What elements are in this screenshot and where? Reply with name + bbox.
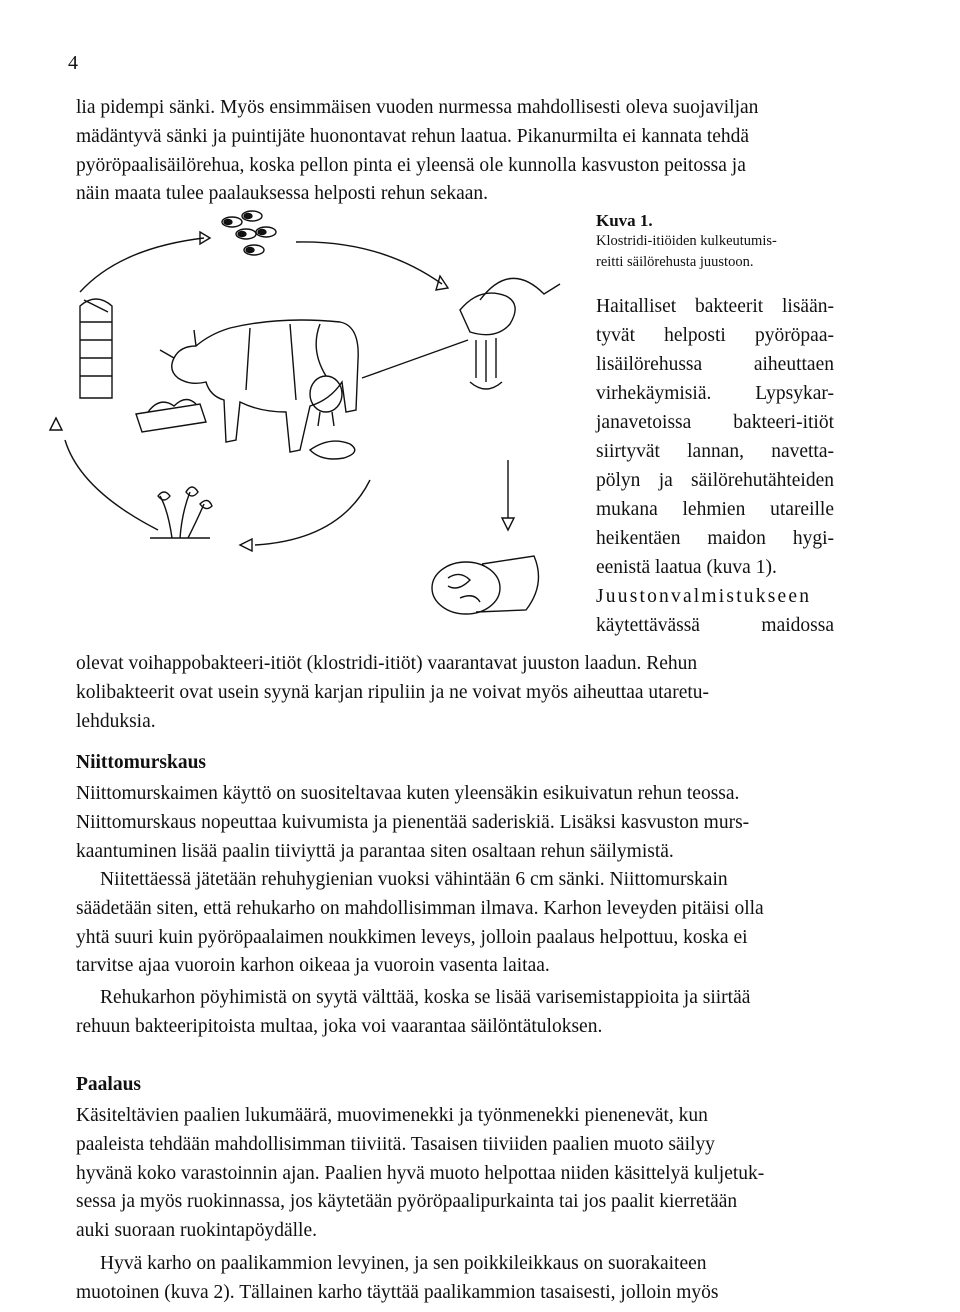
text-line: mädäntyvä sänki ja puintijäte huonontavat rehun laatua. Pikanurmilta ei kannata tehdä bbox=[76, 125, 750, 147]
text-line: paaleista tehdään mahdollisimman tiiviitä. Tasaisen tiiviiden paalien muoto säilyy bbox=[76, 1133, 715, 1155]
niitto-paragraph-1 bbox=[76, 780, 831, 866]
text-line: heikentäen maidon hygi- bbox=[596, 528, 834, 549]
text-line: käytettävässä maidossa bbox=[596, 615, 834, 636]
text-line: hyvänä koko varastoinnin ajan. Paalien hyvä muoto helpottaa niiden käsittelyä kuljetuk- bbox=[76, 1162, 765, 1184]
section-heading-niittomurskaus: Niittomurskaus bbox=[76, 752, 207, 773]
text-line: Käsiteltävien paalien lukumäärä, muovimenekki ja työnmenekki pienenevät, kun bbox=[76, 1105, 708, 1126]
paalaus-paragraph-1 bbox=[76, 1102, 831, 1246]
figure-caption bbox=[596, 210, 777, 273]
text-line: säädetään siten, että rehukarho on mahdollisimman ilmava. Karhon leveyden pitäisi olla bbox=[76, 897, 764, 919]
arrow-icon bbox=[436, 276, 448, 290]
section-heading-paalaus: Paalaus bbox=[76, 1074, 142, 1095]
grass-icon bbox=[150, 487, 212, 538]
after-figure-paragraph bbox=[76, 650, 831, 736]
figure-caption-title: Kuva 1. bbox=[596, 211, 653, 230]
figure-caption-line: Klostridi-itiöiden kulkeutumis- bbox=[596, 233, 777, 249]
text-line: pölyn ja säilörehutähteiden bbox=[596, 470, 834, 491]
paalaus-paragraph-2 bbox=[76, 1250, 831, 1308]
pathway-arc-top-right bbox=[296, 242, 442, 284]
text-line: kaantuminen lisää paalin tiiviyttä ja parantaa siten osaltaan rehun säilymistä. bbox=[76, 840, 674, 862]
text-line: yhtä suuri kuin pyöröpaalaimen noukkimen leveys, jolloin paalaus helpottuu, koska ei bbox=[76, 926, 748, 948]
text-line: lia pidempi sänki. Myös ensimmäisen vuoden nurmessa mahdollisesti oleva suojaviljan bbox=[76, 97, 759, 118]
arrow-icon bbox=[502, 518, 514, 530]
text-line: näin maata tulee paalauksessa helposti rehun sekaan. bbox=[76, 183, 489, 205]
text-line: muotoinen (kuva 2). Tällainen karho täyttää paalikammion tasaisesti, jolloin myös bbox=[76, 1281, 719, 1303]
text-line: mukana lehmien utareille bbox=[596, 499, 834, 520]
text-line: eenistä laatua (kuva 1). bbox=[596, 557, 777, 578]
silo-icon bbox=[80, 299, 112, 398]
text-line: siirtyvät lannan, navetta- bbox=[596, 441, 834, 462]
text-line: lisäilörehussa aiheuttaen bbox=[596, 354, 834, 375]
arrow-icon bbox=[50, 418, 62, 430]
milking-machine-icon bbox=[362, 278, 560, 389]
text-line: tyvät helposti pyöröpaa- bbox=[596, 325, 834, 346]
spores-icon bbox=[222, 211, 276, 255]
arrow-icon bbox=[240, 539, 252, 551]
text-line: olevat voihappobakteeri-itiöt (klostridi-itiöt) vaarantavat juuston laadun. Rehun bbox=[76, 653, 698, 674]
text-line: Niittomurskaus nopeuttaa kuivumista ja pienentää saderiskiä. Lisäksi kasvuston murs- bbox=[76, 811, 750, 833]
page-number: 4 bbox=[68, 52, 78, 74]
text-line: rehuun bakteeripitoista multaa, joka voi vaarantaa säilöntätuloksen. bbox=[76, 1015, 603, 1037]
pathway-arc-top-left bbox=[80, 238, 204, 292]
clostridia-pathway-illustration bbox=[40, 200, 600, 640]
text-line: Niitettäessä jätetään rehuhygienian vuoksi vähintään 6 cm sänki. Niittomurskain bbox=[100, 869, 728, 890]
cheese-icon bbox=[432, 556, 539, 614]
text-line: Haitalliset bakteerit lisään- bbox=[596, 296, 834, 317]
side-paragraph bbox=[596, 292, 834, 640]
text-line: lehduksia. bbox=[76, 710, 156, 732]
text-line: pyöröpaalisäilörehua, koska pellon pinta ei yleensä ole kunnolla kasvuston peitossa ja bbox=[76, 154, 746, 176]
intro-paragraph bbox=[76, 94, 831, 209]
text-line: Niittomurskaimen käyttö on suositeltavaa kuten yleensäkin esikuivatun rehun teossa. bbox=[76, 783, 740, 804]
feed-trough-icon bbox=[136, 399, 206, 432]
text-line: auki suoraan ruokintapöydälle. bbox=[76, 1220, 317, 1242]
figure-caption-line: reitti säilörehusta juustoon. bbox=[596, 254, 754, 270]
text-line: virhekäymisiä. Lypsykar- bbox=[596, 383, 834, 404]
cow-icon bbox=[160, 320, 358, 459]
niitto-paragraph-3 bbox=[76, 984, 831, 1042]
text-line: Juustonvalmistukseen bbox=[596, 586, 812, 607]
text-line: Rehukarhon pöyhimistä on syytä välttää, koska se lisää varisemistappioita ja siirtää bbox=[100, 987, 751, 1008]
text-line: janavetoissa bakteeri-itiöt bbox=[596, 412, 834, 433]
text-line: kolibakteerit ovat usein syynä karjan ripuliin ja ne voivat myös aiheuttaa utaretu- bbox=[76, 681, 710, 703]
niitto-paragraph-2 bbox=[76, 866, 831, 981]
pathway-arc-bottom bbox=[255, 480, 370, 545]
text-line: sessa ja myös ruokinnassa, jos käytetään pyöröpaalipurkainta tai jos paalit kierretään bbox=[76, 1191, 738, 1213]
text-line: tarvitse ajaa vuoroin karhon oikeaa ja vuoroin vasenta laitaa. bbox=[76, 955, 550, 977]
pathway-arc-left bbox=[65, 440, 158, 530]
text-line: Hyvä karho on paalikammion levyinen, ja sen poikkileikkaus on suorakaiteen bbox=[100, 1253, 707, 1274]
